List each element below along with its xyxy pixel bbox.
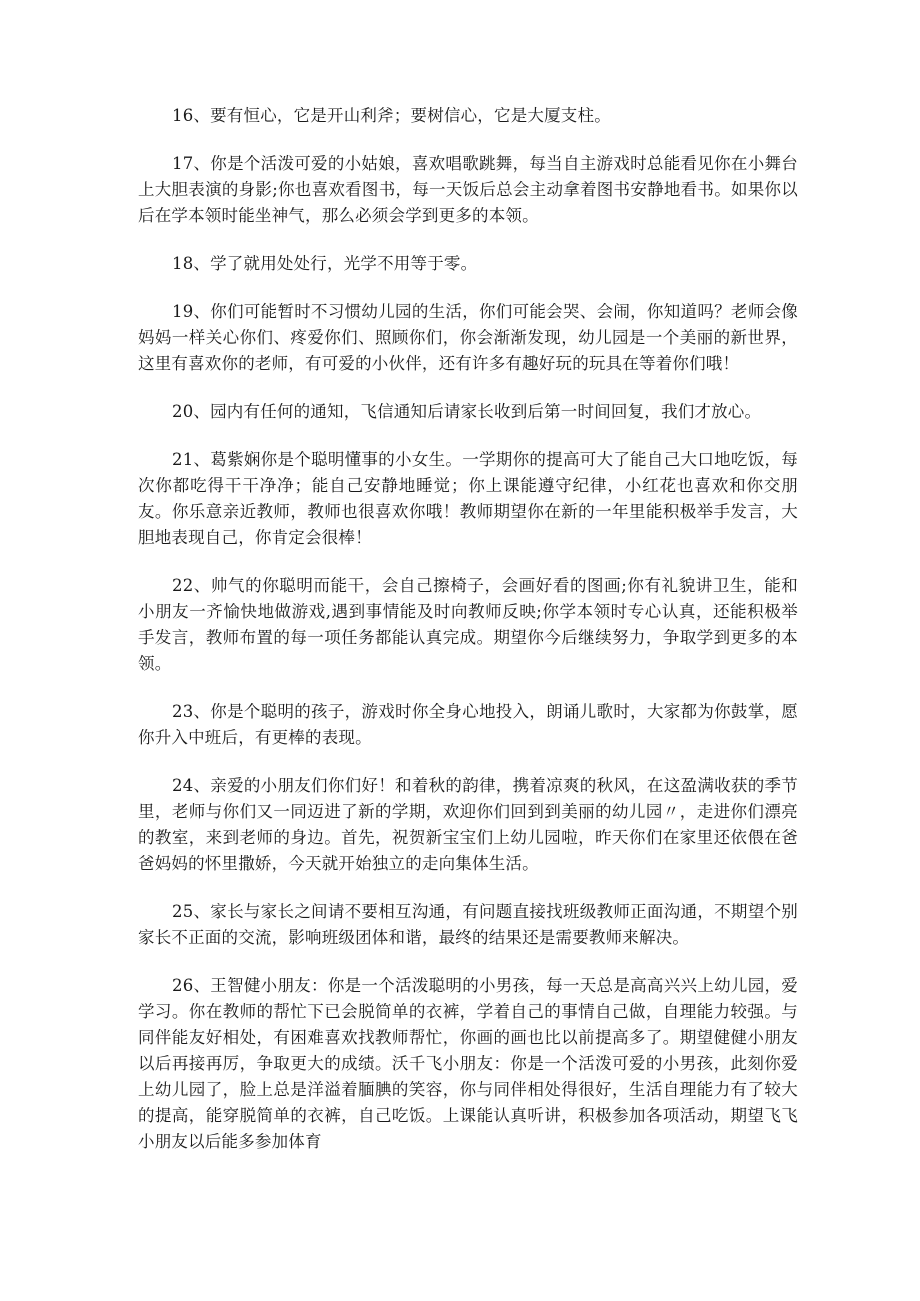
paragraph-25: 25、家长与家长之间请不要相互沟通，有问题直接找班级教师正面沟通，不期望个别家长不正面的交流，影响班级团体和谐，最终的结果还是需要教师来解决。 <box>138 902 798 947</box>
paragraph-20: 20、园内有任何的通知，飞信通知后请家长收到后第一时间回复，我们才放心。 <box>172 402 762 421</box>
paragraph-17: 17、你是个活泼可爱的小姑娘，喜欢唱歌跳舞，每当自主游戏时总能看见你在小舞台上大胆表演的身影;你也喜欢看图书，每一天饭后总会主动拿着图书安静地看书。如果你以后在学本领时能坐神气，那么必须会学到更多的本领。 <box>138 154 798 225</box>
paragraph-19: 19、你们可能暂时不习惯幼儿园的生活，你们可能会哭、会闹，你知道吗？老师会像妈妈一样关心你们、疼爱你们、照顾你们，你会渐渐发现，幼儿园是一个美丽的新世界，这里有喜欢你的老师，有可爱的小伙伴，还有许多有趣好玩的玩具在等着你们哦！ <box>138 302 798 373</box>
paragraph-16: 16、要有恒心，它是开山利斧；要树信心，它是大厦支柱。 <box>172 106 611 125</box>
paragraph-23: 23、你是个聪明的孩子，游戏时你全身心地投入，朗诵儿歌时，大家都为你鼓掌，愿你升入中班后，有更棒的表现。 <box>138 702 798 747</box>
paragraph-24: 24、亲爱的小朋友们你们好！和着秋的韵律，携着凉爽的秋风，在这盈满收获的季节里，老师与你们又一同迈进了新的学期，欢迎你们回到到美丽的幼儿园〃，走进你们漂亮的教室，来到老师的身边。首先，祝贺新宝宝们上幼儿园啦，昨天你们在家里还依偎在爸爸妈妈的怀里撒娇，今天就开始独立的走向集体生活。 <box>138 776 798 873</box>
paragraph-18: 18、学了就用处处行，光学不用等于零。 <box>172 254 478 273</box>
document-body <box>138 103 798 1155</box>
paragraph-26: 26、王智健小朋友：你是一个活泼聪明的小男孩，每一天总是高高兴兴上幼儿园，爱学习。你在教师的帮忙下已会脱简单的衣裤，学着自己的事情自己做，自理能力较强。与同伴能友好相处，有困难喜欢找教师帮忙，你画的画也比以前提高多了。期望健健小朋友以后再接再厉，争取更大的成绩。沃千飞小朋友：你是一个活泼可爱的小男孩，此刻你爱上幼儿园了，脸上总是洋溢着腼腆的笑容，你与同伴相处得很好，生活自理能力有了较大的提高，能穿脱简单的衣裤，自己吃饭。上课能认真听讲，积极参加各项活动，期望飞飞小朋友以后能多参加体育 <box>138 976 798 1151</box>
paragraph-22: 22、帅气的你聪明而能干，会自己擦椅子，会画好看的图画;你有礼貌讲卫生，能和小朋友一齐愉快地做游戏,遇到事情能及时向教师反映;你学本领时专心认真，还能积极举手发言，教师布置的每一项任务都能认真完成。期望你今后继续努力，争取学到更多的本领。 <box>138 576 798 673</box>
paragraph-21: 21、葛紫娴你是个聪明懂事的小女生。一学期你的提高可大了能自己大口地吃饭，每次你都吃得干干净净；能自己安静地睡觉；你上课能遵守纪律，小红花也喜欢和你交朋友。你乐意亲近教师，教师也很喜欢你哦！教师期望你在新的一年里能积极举手发言，大胆地表现自己，你肯定会很棒！ <box>138 450 798 547</box>
